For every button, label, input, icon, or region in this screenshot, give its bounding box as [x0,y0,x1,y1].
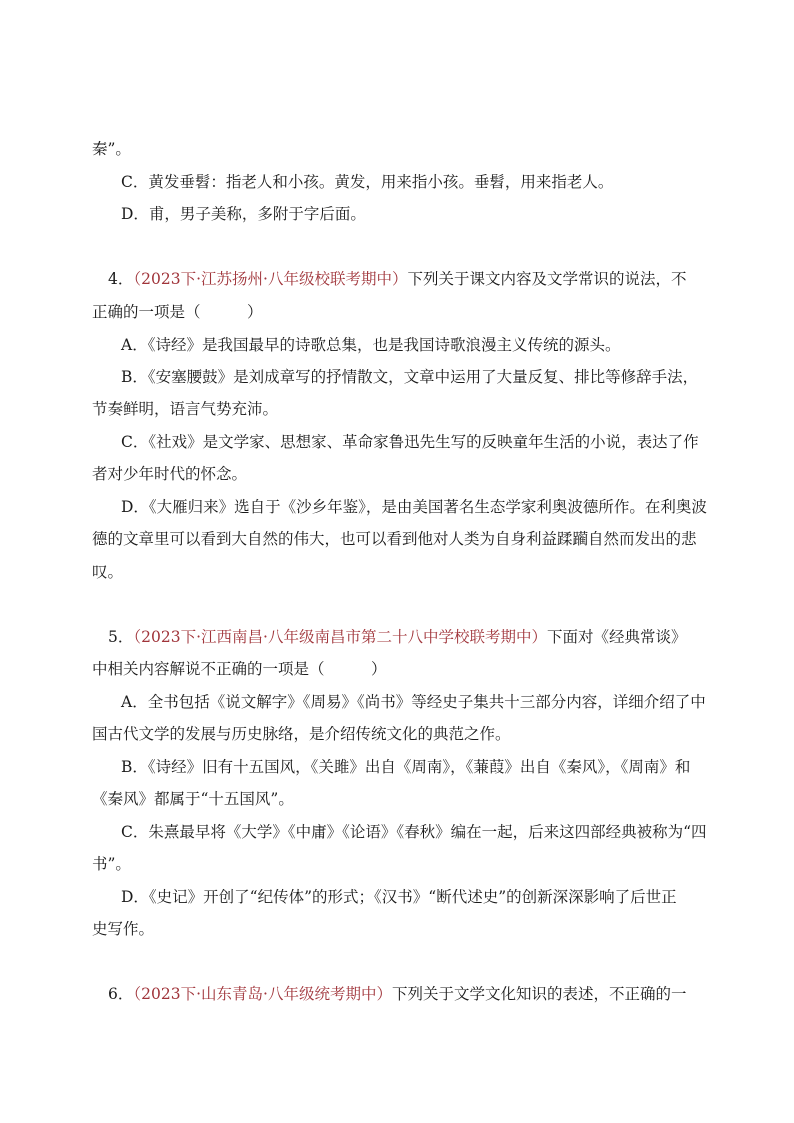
q6-source-close: ） [376,985,392,1003]
q5-source-close: ） [531,628,547,646]
q6-source: 2023下·山东青岛·八年级统考期中 [141,985,377,1003]
q4-option-c-line-2: 者对少年时代的怀念。 [92,465,248,483]
q5-option-d-line-2: 史写作。 [92,920,155,938]
q5-source: 2023下·江西南昌·八年级南昌市第二十八中学校联考期中 [141,628,532,646]
q6-stem-line-1 [108,983,686,1005]
q6-number: 6． [108,985,134,1003]
q3-option-c: C．黄发垂髫：指老人和小孩。黄发，用来指小孩。垂髫，用来指老人。 [121,173,614,191]
q5-stem-text: 下面对《经典常谈》 [546,628,687,646]
q5-option-d-line-1: D．《史记》开创了“纪传体”的形式；《汉书》“断代述史”的创新深深影响了后世正 [121,888,677,906]
q4-option-c-line-1: C．《社戏》是文学家、思想家、革命家鲁迅先生写的反映童年生活的小说，表达了作 [121,433,699,451]
q5-option-a-line-2: 国古代文学的发展与历史脉络，是介绍传统文化的典范之作。 [92,725,511,743]
q4-source: 2023下·江苏扬州·八年级校联考期中 [141,270,392,288]
q4-option-d-line-2: 德的文章里可以看到大自然的伟大，也可以看到他对人类为自身利益蹂躏自然而发出的悲 [92,530,697,548]
q4-source-close: ） [391,270,408,288]
q5-number: 5． [108,628,134,646]
q5-stem-line-1 [108,626,686,648]
q5-option-b-line-2: 《秦风》都属于“十五国风”。 [92,790,294,808]
q5-option-a-line-1: A．全书包括《说文解字》《周易》《尚书》等经史子集共十三部分内容，详细介绍了中 [121,693,706,711]
q5-stem-line-2: 中相关内容解说不正确的一项是（ ） [92,660,387,678]
q4-number: 4． [108,270,134,288]
q3-option-d: D．甫，男子美称，多附于字后面。 [121,205,366,223]
q4-option-b-line-1: B．《安塞腰鼓》是刘成章写的抒情散文，文章中运用了大量反复、排比等修辞手法， [121,368,699,386]
q6-stem-text: 下列关于文学文化知识的表述，不正确的一 [391,985,687,1003]
q4-stem-line-1 [108,268,686,290]
q4-option-d-line-3: 叹。 [92,563,124,581]
q4-stem-text: 下列关于课文内容及文学常识的说法，不 [407,270,687,288]
q4-option-d-line-1: D．《大雁归来》选自于《沙乡年鉴》，是由美国著名生态学家利奥波德所作。在利奥波 [121,498,707,516]
q4-option-b-line-2: 节奏鲜明，语言气势充沛。 [92,400,279,418]
q6-source-open: （ [133,985,142,1003]
q4-stem-line-2: 正确的一项是（ ） [92,303,263,321]
q3-tail-text: 秦”。 [92,140,131,158]
q5-option-c-line-2: 书”。 [92,855,131,873]
q5-option-c-line-1: C．朱熹最早将《大学》《中庸》《论语》《春秋》编在一起，后来这四部经典被称为“四 [121,823,707,841]
q4-option-a: A．《诗经》是我国最早的诗歌总集，也是我国诗歌浪漫主义传统的源头。 [121,336,621,354]
q5-option-b-line-1: B．《诗经》旧有十五国风，《关雎》出自《周南》，《蒹葭》出自《秦风》，《周南》和 [121,758,691,776]
q4-source-open: （ [133,270,142,288]
q5-source-open: （ [133,628,142,646]
